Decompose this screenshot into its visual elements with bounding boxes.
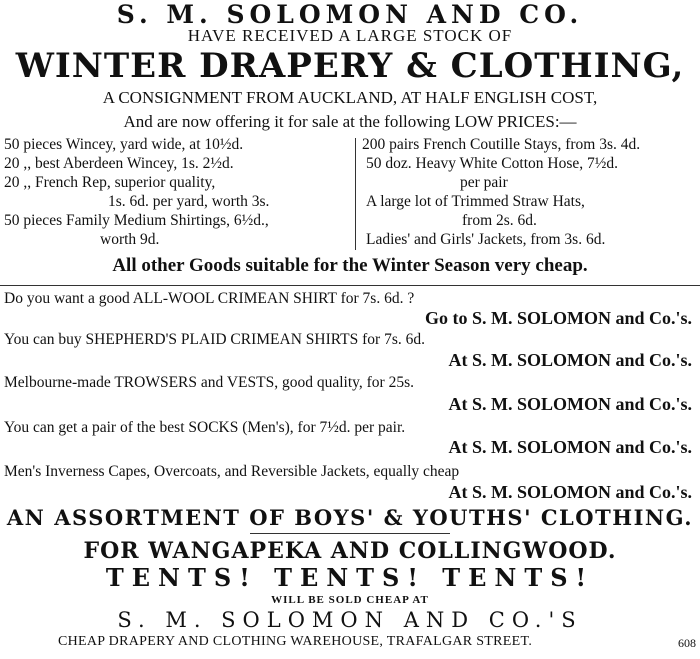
received-line: HAVE RECEIVED A LARGE STOCK OF — [187, 26, 513, 45]
offer-4-text: You can get a pair of the best SOCKS (Men's), for 7½d. per pair. — [4, 419, 406, 436]
offering-line: And are now offering it for sale at the following LOW PRICES:— — [123, 112, 577, 131]
firm-name: S. M. SOLOMON AND CO. — [116, 0, 584, 29]
offer-3-text: Melbourne-made TROWSERS and VESTS, good quality, for 25s. — [4, 374, 415, 391]
sold-cheap-line: WILL BE SOLD CHEAP AT — [271, 594, 429, 606]
winter-note: All other Goods suitable for the Winter Season very cheap. — [112, 255, 588, 276]
advert-reference: 608 — [678, 636, 696, 650]
offer-5-text: Men's Inverness Capes, Overcoats, and Reversible Jackets, equally cheap — [4, 463, 460, 480]
offer-1-tagline: Go to S. M. SOLOMON and Co.'s. — [424, 308, 692, 328]
short-rule — [250, 533, 450, 534]
price-left-1: 50 pieces Wincey, yard wide, at 10½d. — [4, 136, 244, 153]
districts-line: FOR WANGAPEKA AND COLLINGWOOD. — [83, 538, 617, 564]
offer-3-tagline: At S. M. SOLOMON and Co.'s. — [448, 394, 692, 414]
column-divider — [355, 138, 356, 250]
price-left-2: 20 ,, best Aberdeen Wincey, 1s. 2½d. — [4, 155, 234, 172]
price-right-4: A large lot of Trimmed Straw Hats, — [366, 193, 585, 210]
price-right-2: 50 doz. Heavy White Cotton Hose, 7½d. — [366, 155, 618, 172]
price-right-6: Ladies' and Girls' Jackets, from 3s. 6d. — [366, 231, 606, 248]
tents-line: TENTS! TENTS! TENTS! — [105, 563, 595, 592]
price-left-6: worth 9d. — [100, 231, 160, 248]
divider-rule — [0, 285, 700, 286]
price-left-4: 1s. 6d. per yard, worth 3s. — [108, 193, 270, 210]
price-right-3: per pair — [460, 174, 508, 191]
price-right-5: from 2s. 6d. — [462, 212, 537, 229]
firm-name-footer: S. M. SOLOMON AND CO.'S — [117, 608, 583, 632]
consignment-line: A CONSIGNMENT FROM AUCKLAND, AT HALF ENGLISH COST, — [102, 88, 598, 107]
price-left-5: 50 pieces Family Medium Shirtings, 6½d., — [4, 212, 269, 229]
offer-5-tagline: At S. M. SOLOMON and Co.'s. — [448, 482, 692, 502]
offer-2-text: You can buy SHEPHERD'S PLAID CRIMEAN SHIRTS for 7s. 6d. — [4, 331, 425, 348]
assortment-line: AN ASSORTMENT OF BOYS' & YOUTHS' CLOTHING. — [6, 505, 694, 530]
offer-4-tagline: At S. M. SOLOMON and Co.'s. — [448, 437, 692, 457]
warehouse-line: CHEAP DRAPERY AND CLOTHING WAREHOUSE, TRAFALGAR STREET. — [58, 634, 533, 649]
price-left-3: 20 ,, French Rep, superior quality, — [4, 174, 216, 191]
offer-2-tagline: At S. M. SOLOMON and Co.'s. — [448, 350, 692, 370]
headline: WINTER DRAPERY & CLOTHING, — [15, 46, 685, 86]
offer-1-text: Do you want a good ALL-WOOL CRIMEAN SHIRT for 7s. 6d. ? — [4, 290, 415, 307]
price-right-1: 200 pairs French Coutille Stays, from 3s. 4d. — [362, 136, 641, 153]
